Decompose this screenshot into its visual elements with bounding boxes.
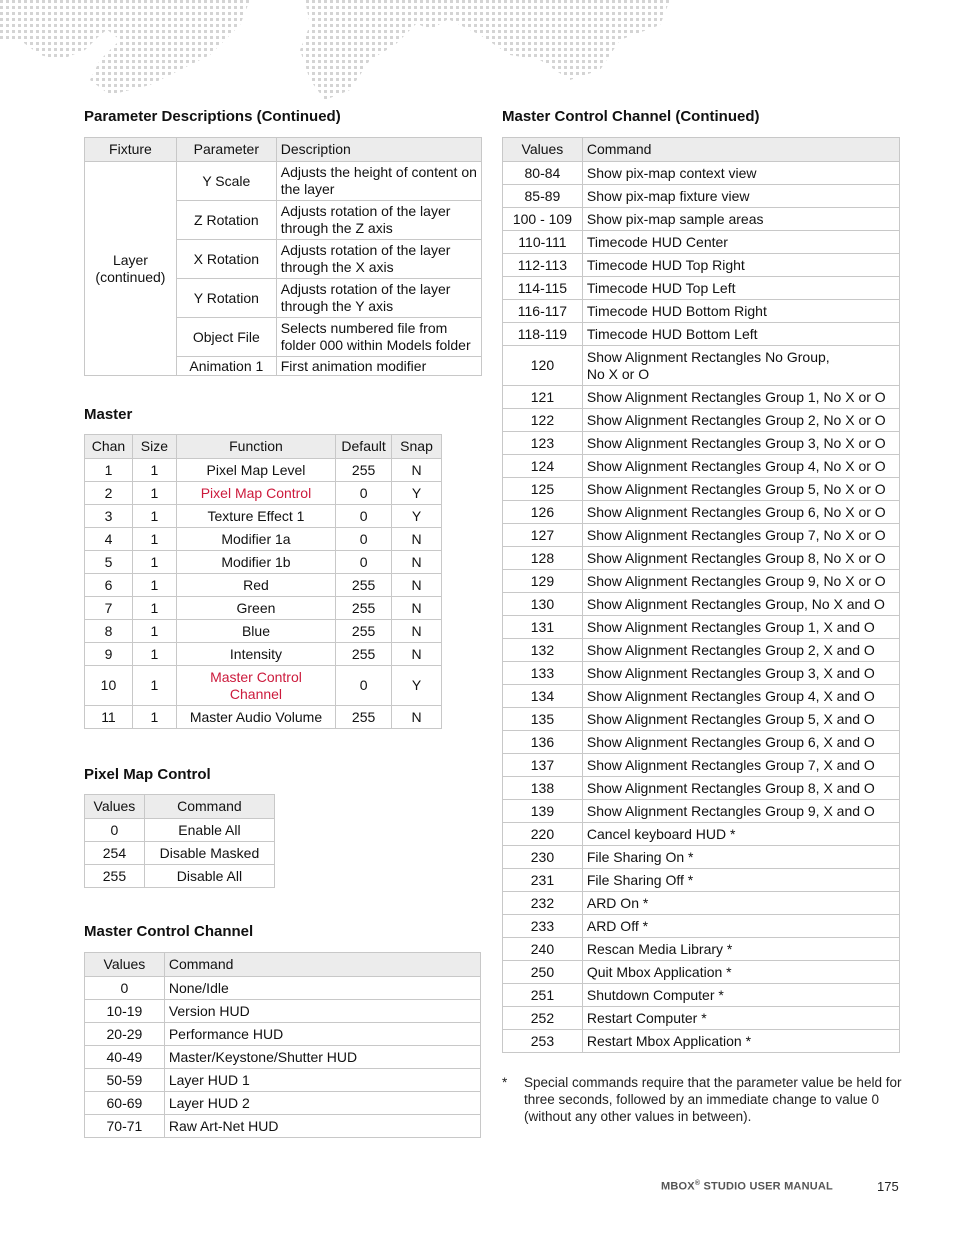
- table-row: [85, 1046, 481, 1069]
- value-cell: 130: [503, 593, 583, 616]
- table-row: [503, 708, 900, 731]
- default-cell: 255: [336, 597, 392, 620]
- function-cell: Intensity: [176, 643, 335, 666]
- value-cell: 40-49: [85, 1046, 165, 1069]
- value-cell: 134: [503, 685, 583, 708]
- command-cell: Show Alignment Rectangles Group 9, No X or O: [582, 570, 899, 593]
- table-row: [503, 593, 900, 616]
- value-cell: 127: [503, 524, 583, 547]
- command-cell: Version HUD: [164, 1000, 480, 1023]
- size-cell: 1: [132, 482, 176, 505]
- value-cell: 122: [503, 409, 583, 432]
- table-row: [503, 455, 900, 478]
- value-cell: 125: [503, 478, 583, 501]
- description-cell: First animation modifier: [276, 357, 481, 376]
- world-map-dots: [0, 0, 954, 100]
- snap-cell: N: [392, 459, 442, 482]
- table-row: [85, 865, 275, 888]
- command-cell: Show pix-map sample areas: [582, 208, 899, 231]
- table-row: [85, 482, 442, 505]
- chan-cell: 5: [85, 551, 133, 574]
- command-cell: Show Alignment Rectangles Group 9, X and O: [582, 800, 899, 823]
- header-function: Function: [176, 435, 335, 459]
- command-cell: Quit Mbox Application *: [582, 961, 899, 984]
- value-cell: 252: [503, 1007, 583, 1030]
- snap-cell: N: [392, 574, 442, 597]
- parameter-descriptions-table: [84, 137, 482, 376]
- command-cell: Shutdown Computer *: [582, 984, 899, 1007]
- command-cell: Layer HUD 2: [164, 1092, 480, 1115]
- command-cell: Show Alignment Rectangles Group 1, No X or O: [582, 386, 899, 409]
- function-cell: Texture Effect 1: [176, 505, 335, 528]
- table-row: [85, 597, 442, 620]
- table-row: [85, 505, 442, 528]
- snap-cell: N: [392, 597, 442, 620]
- parameter-cell: Y Rotation: [176, 279, 276, 318]
- function-link[interactable]: Pixel Map Control: [176, 482, 335, 505]
- command-cell: Show pix-map fixture view: [582, 185, 899, 208]
- table-row: [85, 1069, 481, 1092]
- value-cell: 0: [85, 819, 145, 842]
- header-description: Description: [276, 138, 481, 162]
- table-row: [503, 231, 900, 254]
- value-cell: 110-111: [503, 231, 583, 254]
- size-cell: 1: [132, 459, 176, 482]
- chan-cell: 10: [85, 666, 133, 706]
- header-size: Size: [132, 435, 176, 459]
- fixture-cell: Layer (continued): [85, 162, 177, 376]
- default-cell: 0: [336, 482, 392, 505]
- default-cell: 255: [336, 706, 392, 729]
- chan-cell: 1: [85, 459, 133, 482]
- value-cell: 232: [503, 892, 583, 915]
- command-cell: None/Idle: [164, 977, 480, 1000]
- snap-cell: N: [392, 551, 442, 574]
- chan-cell: 6: [85, 574, 133, 597]
- chan-cell: 11: [85, 706, 133, 729]
- table-row: [503, 570, 900, 593]
- size-cell: 1: [132, 643, 176, 666]
- header-command: Command: [164, 953, 480, 977]
- command-cell: Cancel keyboard HUD *: [582, 823, 899, 846]
- value-cell: 250: [503, 961, 583, 984]
- table-row: [503, 800, 900, 823]
- value-cell: 121: [503, 386, 583, 409]
- value-cell: 124: [503, 455, 583, 478]
- value-cell: 118-119: [503, 323, 583, 346]
- value-cell: 139: [503, 800, 583, 823]
- pixel-map-table: [84, 794, 275, 888]
- table-row: [503, 938, 900, 961]
- command-cell: Restart Computer *: [582, 1007, 899, 1030]
- table-row: [85, 643, 442, 666]
- command-cell: Show Alignment Rectangles Group, No X and O: [582, 593, 899, 616]
- value-cell: 126: [503, 501, 583, 524]
- function-link[interactable]: Master Control Channel: [176, 666, 335, 706]
- size-cell: 1: [132, 528, 176, 551]
- command-cell: File Sharing Off *: [582, 869, 899, 892]
- command-cell: Disable All: [144, 865, 274, 888]
- description-cell: Adjusts rotation of the layer through the Y axis: [276, 279, 481, 318]
- table-row: [503, 961, 900, 984]
- description-cell: Adjusts rotation of the layer through the Z axis: [276, 201, 481, 240]
- size-cell: 1: [132, 505, 176, 528]
- table-row: [85, 819, 275, 842]
- function-cell: Pixel Map Level: [176, 459, 335, 482]
- table-row: [503, 892, 900, 915]
- value-cell: 131: [503, 616, 583, 639]
- value-cell: 85-89: [503, 185, 583, 208]
- right-section-title: Master Control Channel (Continued): [502, 108, 760, 125]
- registered-mark: ®: [694, 1180, 701, 1187]
- table-row: [85, 1115, 481, 1138]
- table-row: [503, 478, 900, 501]
- header-parameter: Parameter: [176, 138, 276, 162]
- table-row: [85, 528, 442, 551]
- command-cell: Show Alignment Rectangles Group 5, X and O: [582, 708, 899, 731]
- command-cell: File Sharing On *: [582, 846, 899, 869]
- chan-cell: 3: [85, 505, 133, 528]
- snap-cell: N: [392, 528, 442, 551]
- table-row: [503, 162, 900, 185]
- left-section-title: Parameter Descriptions (Continued): [84, 108, 341, 125]
- command-cell: Show Alignment Rectangles Group 8, No X or O: [582, 547, 899, 570]
- command-cell: Show Alignment Rectangles Group 6, No X or O: [582, 501, 899, 524]
- header-command: Command: [582, 138, 899, 162]
- mcc-title: Master Control Channel: [84, 923, 254, 940]
- value-cell: 10-19: [85, 1000, 165, 1023]
- header-values: Values: [85, 795, 145, 819]
- table-row: [85, 574, 442, 597]
- header-values: Values: [85, 953, 165, 977]
- size-cell: 1: [132, 706, 176, 729]
- value-cell: 255: [85, 865, 145, 888]
- command-cell: Show pix-map context view: [582, 162, 899, 185]
- command-cell: Show Alignment Rectangles Group 4, No X or O: [582, 455, 899, 478]
- footer-manual-title: [661, 1180, 833, 1193]
- snap-cell: N: [392, 706, 442, 729]
- snap-cell: Y: [392, 482, 442, 505]
- header-fixture: Fixture: [85, 138, 177, 162]
- value-cell: 135: [503, 708, 583, 731]
- function-cell: Master Audio Volume: [176, 706, 335, 729]
- table-row: [503, 208, 900, 231]
- snap-cell: N: [392, 620, 442, 643]
- master-title: Master: [84, 406, 133, 423]
- table-row: [85, 1000, 481, 1023]
- table-row: [85, 666, 442, 706]
- command-cell: Show Alignment Rectangles Group 4, X and O: [582, 685, 899, 708]
- value-cell: 254: [85, 842, 145, 865]
- value-cell: 128: [503, 547, 583, 570]
- table-row: [503, 409, 900, 432]
- size-cell: 1: [132, 666, 176, 706]
- value-cell: 60-69: [85, 1092, 165, 1115]
- command-cell: Master/Keystone/Shutter HUD: [164, 1046, 480, 1069]
- value-cell: 100 - 109: [503, 208, 583, 231]
- parameter-cell: Object File: [176, 318, 276, 357]
- table-row: [85, 551, 442, 574]
- description-cell: Adjusts the height of content on the layer: [276, 162, 481, 201]
- command-cell: Show Alignment Rectangles Group 6, X and O: [582, 731, 899, 754]
- size-cell: 1: [132, 574, 176, 597]
- table-row: [503, 685, 900, 708]
- value-cell: 50-59: [85, 1069, 165, 1092]
- pixel-map-title: Pixel Map Control: [84, 766, 211, 783]
- value-cell: 129: [503, 570, 583, 593]
- value-cell: 114-115: [503, 277, 583, 300]
- command-cell: Timecode HUD Top Left: [582, 277, 899, 300]
- table-row: [85, 977, 481, 1000]
- description-cell: Adjusts rotation of the layer through the X axis: [276, 240, 481, 279]
- table-row: [503, 777, 900, 800]
- table-row: [85, 842, 275, 865]
- size-cell: 1: [132, 551, 176, 574]
- command-cell: Show Alignment Rectangles No Group, No X or O: [582, 346, 899, 386]
- value-cell: 230: [503, 846, 583, 869]
- default-cell: 0: [336, 528, 392, 551]
- table-row: [503, 254, 900, 277]
- chan-cell: 4: [85, 528, 133, 551]
- value-cell: 112-113: [503, 254, 583, 277]
- value-cell: 233: [503, 915, 583, 938]
- chan-cell: 7: [85, 597, 133, 620]
- table-row: [85, 1092, 481, 1115]
- command-cell: Show Alignment Rectangles Group 7, No X or O: [582, 524, 899, 547]
- footer-brand: MBOX: [661, 1180, 695, 1193]
- master-table: [84, 434, 442, 729]
- command-cell: Restart Mbox Application *: [582, 1030, 899, 1053]
- table-row: [503, 846, 900, 869]
- command-cell: Timecode HUD Top Right: [582, 254, 899, 277]
- footnote: [502, 1074, 902, 1125]
- command-cell: Rescan Media Library *: [582, 938, 899, 961]
- value-cell: 70-71: [85, 1115, 165, 1138]
- header-default: Default: [336, 435, 392, 459]
- table-row: [503, 300, 900, 323]
- command-cell: Timecode HUD Bottom Right: [582, 300, 899, 323]
- command-cell: Performance HUD: [164, 1023, 480, 1046]
- table-row: [503, 1007, 900, 1030]
- value-cell: 0: [85, 977, 165, 1000]
- footer-manual: STUDIO USER MANUAL: [703, 1180, 833, 1193]
- command-cell: Timecode HUD Bottom Left: [582, 323, 899, 346]
- header-chan: Chan: [85, 435, 133, 459]
- table-row: [503, 915, 900, 938]
- command-cell: Show Alignment Rectangles Group 1, X and O: [582, 616, 899, 639]
- description-cell: Selects numbered file from folder 000 within Models folder: [276, 318, 481, 357]
- value-cell: 240: [503, 938, 583, 961]
- table-row: [503, 639, 900, 662]
- table-row: [503, 731, 900, 754]
- page-number: 175: [877, 1179, 899, 1194]
- command-cell: Raw Art-Net HUD: [164, 1115, 480, 1138]
- default-cell: 0: [336, 505, 392, 528]
- function-cell: Blue: [176, 620, 335, 643]
- table-row: [503, 346, 900, 386]
- command-cell: ARD On *: [582, 892, 899, 915]
- function-cell: Green: [176, 597, 335, 620]
- table-row: [503, 547, 900, 570]
- size-cell: 1: [132, 597, 176, 620]
- table-row: [503, 524, 900, 547]
- command-cell: Enable All: [144, 819, 274, 842]
- value-cell: 253: [503, 1030, 583, 1053]
- default-cell: 255: [336, 643, 392, 666]
- command-cell: Show Alignment Rectangles Group 2, No X or O: [582, 409, 899, 432]
- value-cell: 138: [503, 777, 583, 800]
- command-cell: Show Alignment Rectangles Group 7, X and O: [582, 754, 899, 777]
- chan-cell: 8: [85, 620, 133, 643]
- table-row: [85, 1023, 481, 1046]
- table-row: [85, 620, 442, 643]
- chan-cell: 2: [85, 482, 133, 505]
- table-row: [503, 277, 900, 300]
- table-row: [503, 185, 900, 208]
- table-row: [503, 386, 900, 409]
- footnote-marker: *: [502, 1075, 508, 1090]
- snap-cell: Y: [392, 505, 442, 528]
- command-cell: Layer HUD 1: [164, 1069, 480, 1092]
- table-row: [503, 754, 900, 777]
- table-row: [85, 706, 442, 729]
- value-cell: 116-117: [503, 300, 583, 323]
- snap-cell: N: [392, 643, 442, 666]
- chan-cell: 9: [85, 643, 133, 666]
- default-cell: 0: [336, 551, 392, 574]
- table-row: [503, 1030, 900, 1053]
- parameter-cell: Animation 1: [176, 357, 276, 376]
- function-cell: Modifier 1a: [176, 528, 335, 551]
- function-cell: Red: [176, 574, 335, 597]
- command-cell: Show Alignment Rectangles Group 3, No X or O: [582, 432, 899, 455]
- value-cell: 132: [503, 639, 583, 662]
- command-cell: Disable Masked: [144, 842, 274, 865]
- table-row: [503, 616, 900, 639]
- value-cell: 251: [503, 984, 583, 1007]
- table-row: [503, 323, 900, 346]
- default-cell: 255: [336, 620, 392, 643]
- table-row: [503, 869, 900, 892]
- table-row: [503, 662, 900, 685]
- header-command: Command: [144, 795, 274, 819]
- value-cell: 136: [503, 731, 583, 754]
- mcc-table: [84, 952, 481, 1138]
- command-cell: Show Alignment Rectangles Group 5, No X or O: [582, 478, 899, 501]
- mcc-continued-table: [502, 137, 900, 1053]
- command-cell: Show Alignment Rectangles Group 3, X and O: [582, 662, 899, 685]
- footnote-text: Special commands require that the parameter value be held for three seconds, followed by an immediate change to value 0 (without any other values in between).: [524, 1075, 902, 1124]
- table-row: [503, 823, 900, 846]
- value-cell: 133: [503, 662, 583, 685]
- header-snap: Snap: [392, 435, 442, 459]
- parameter-cell: X Rotation: [176, 240, 276, 279]
- value-cell: 80-84: [503, 162, 583, 185]
- default-cell: 0: [336, 666, 392, 706]
- header-values: Values: [503, 138, 583, 162]
- parameter-cell: Z Rotation: [176, 201, 276, 240]
- value-cell: 231: [503, 869, 583, 892]
- value-cell: 137: [503, 754, 583, 777]
- default-cell: 255: [336, 459, 392, 482]
- snap-cell: Y: [392, 666, 442, 706]
- table-row: [503, 501, 900, 524]
- table-row: [85, 459, 442, 482]
- value-cell: 123: [503, 432, 583, 455]
- command-cell: Show Alignment Rectangles Group 2, X and O: [582, 639, 899, 662]
- default-cell: 255: [336, 574, 392, 597]
- table-row: [503, 984, 900, 1007]
- command-cell: Timecode HUD Center: [582, 231, 899, 254]
- table-row: [503, 432, 900, 455]
- value-cell: 120: [503, 346, 583, 386]
- command-cell: Show Alignment Rectangles Group 8, X and O: [582, 777, 899, 800]
- parameter-cell: Y Scale: [176, 162, 276, 201]
- size-cell: 1: [132, 620, 176, 643]
- value-cell: 220: [503, 823, 583, 846]
- function-cell: Modifier 1b: [176, 551, 335, 574]
- command-cell: ARD Off *: [582, 915, 899, 938]
- value-cell: 20-29: [85, 1023, 165, 1046]
